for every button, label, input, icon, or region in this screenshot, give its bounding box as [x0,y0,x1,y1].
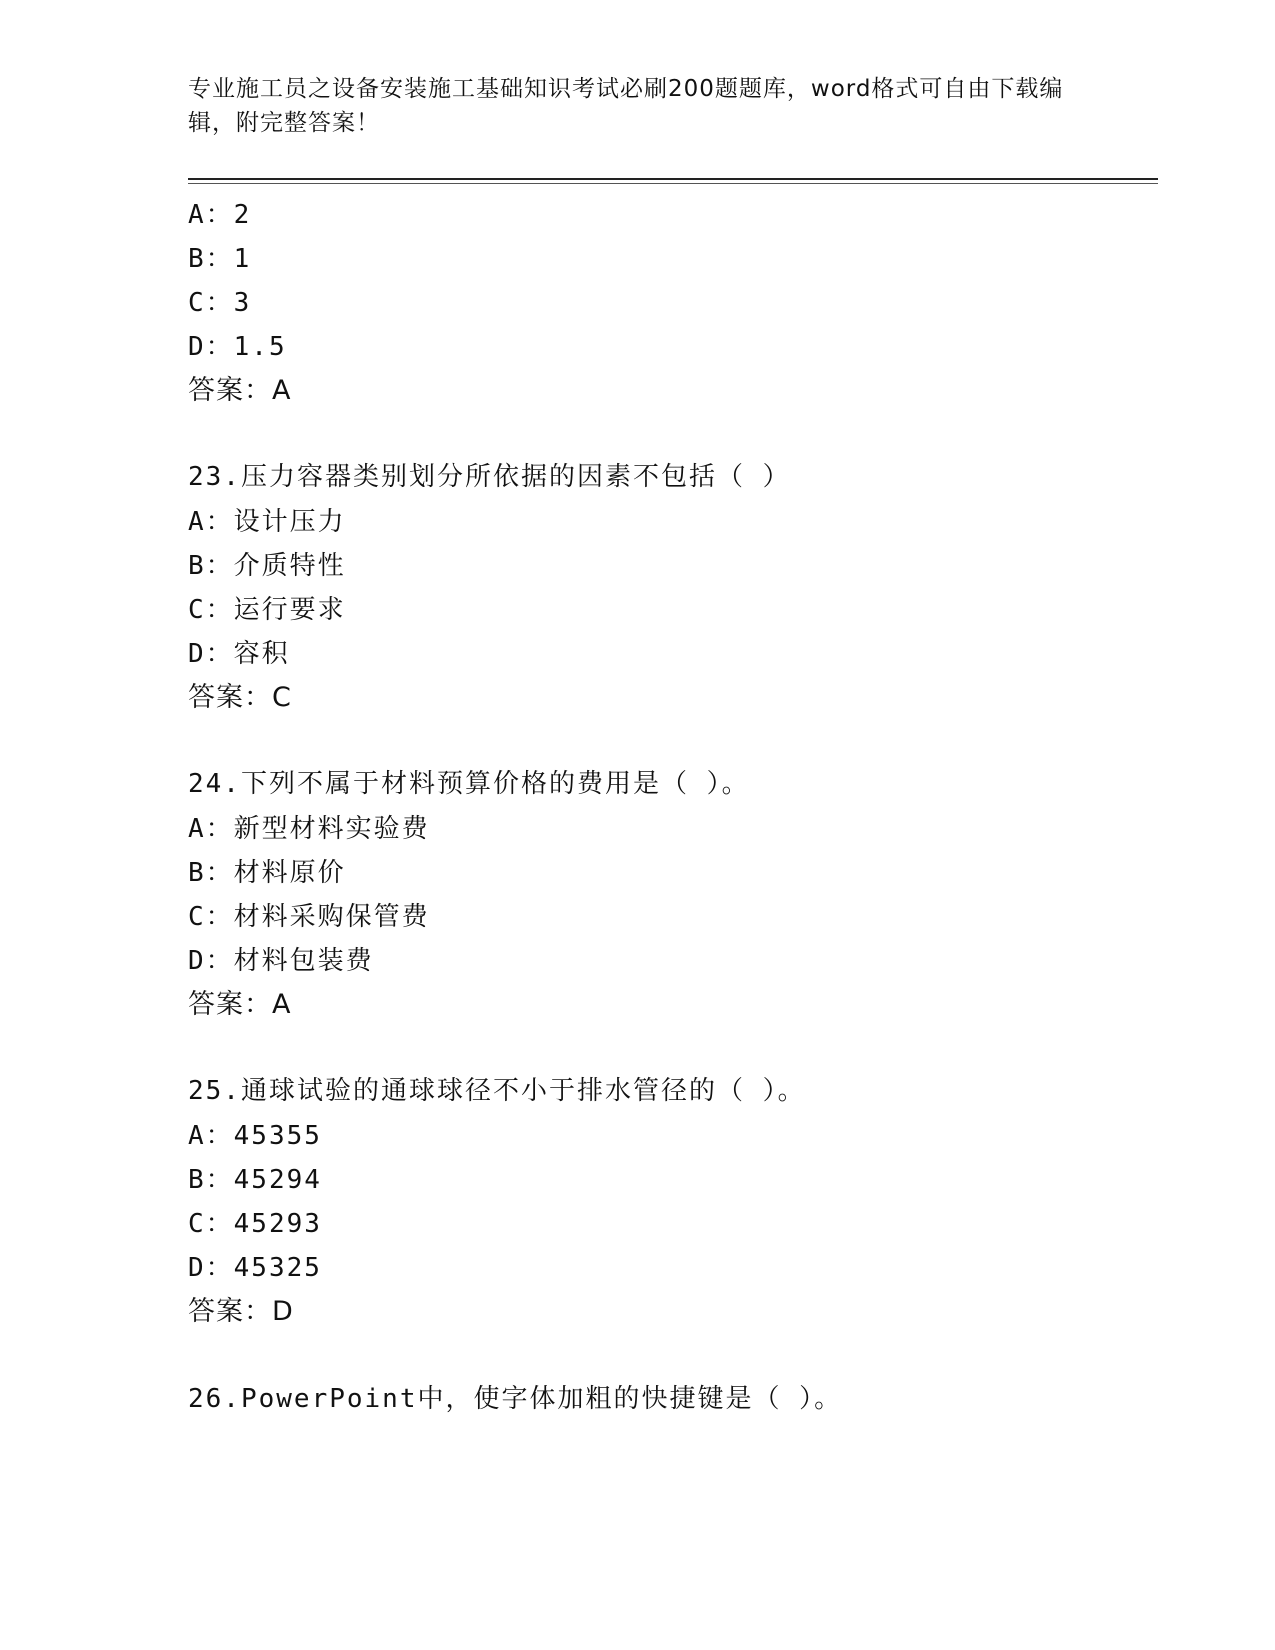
option-b: B：1 [188,244,252,274]
option-d: D：容积 [188,639,290,669]
answer-line: 答案：A [188,989,292,1020]
header-divider-thin [188,183,1158,184]
option-d: D：材料包装费 [188,946,374,976]
option-d: D：1.5 [188,332,287,362]
option-c: C：3 [188,288,252,318]
question-26: 26.PowerPoint中，使字体加粗的快捷键是（ ）。 [188,1384,843,1414]
option-b: B：45294 [188,1165,322,1195]
document-title: 专业施工员之设备安装施工基础知识考试必刷200题题库，word格式可自由下载编辑，附完整答案！ [188,76,1064,136]
option-c: C：运行要求 [188,595,346,625]
answer-line: 答案：D [188,1296,294,1327]
option-b: B：材料原价 [188,858,346,888]
option-a: A：45355 [188,1121,322,1151]
question-23: 23.压力容器类别划分所依据的因素不包括（ ） [188,462,791,492]
option-a: A：新型材料实验费 [188,814,430,844]
option-a: A：设计压力 [188,507,346,537]
answer-line: 答案：C [188,682,292,713]
header-divider [188,178,1158,180]
option-d: D：45325 [188,1253,322,1283]
option-c: C：45293 [188,1209,322,1239]
option-b: B：介质特性 [188,551,346,581]
option-a: A：2 [188,200,252,230]
answer-line: 答案：A [188,375,292,406]
option-c: C：材料采购保管费 [188,902,430,932]
question-25: 25.通球试验的通球球径不小于排水管径的（ ）。 [188,1076,806,1106]
question-24: 24.下列不属于材料预算价格的费用是（ ）。 [188,769,750,799]
